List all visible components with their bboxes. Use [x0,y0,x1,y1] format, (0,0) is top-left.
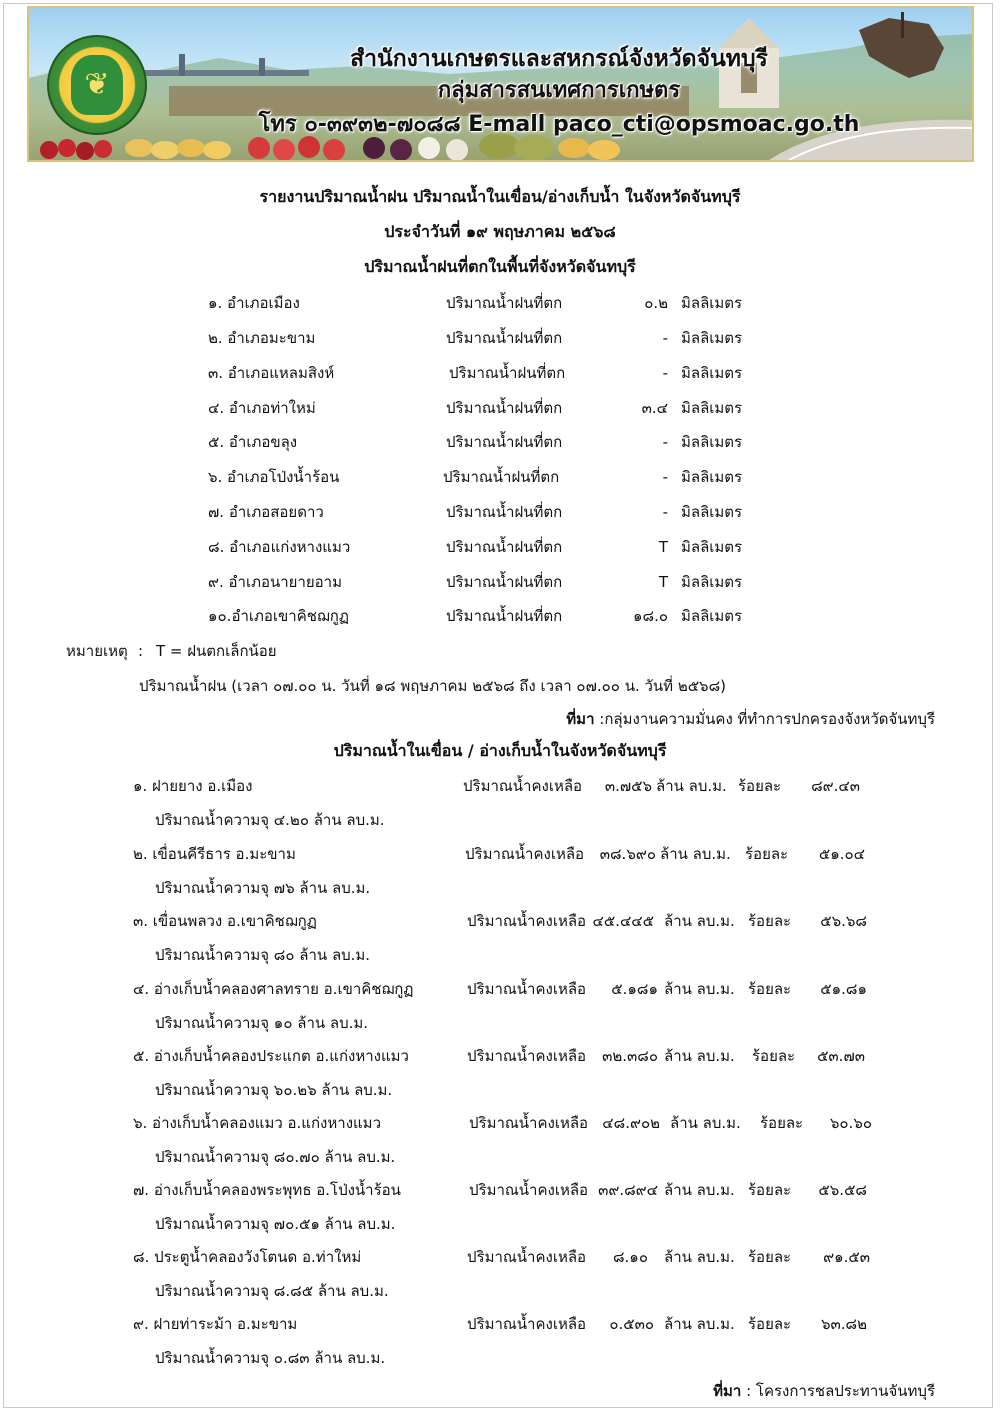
remain-value: ๘.๑๐ [612,1248,648,1266]
capacity-text: ปริมาณน้ำความจุ ๖๐.๒๖ ล้าน ลบ.ม. [155,1081,393,1099]
remain-unit: ล้าน ลบ.ม. [664,1047,735,1065]
reservoir-row [0,776,1000,832]
rain-label: ปริมาณน้ำฝนที่ตก [443,468,560,486]
rain-source-text: :กลุ่มงานความมั่นคง ที่ทำการปกครองจังหวัดจันทบุรี [599,710,935,728]
rain-value: - [662,468,668,486]
office-name: สำนักงานเกษตรและสหกรณ์จังหวัดจันทบุรี [350,46,768,72]
percent-label: ร้อยละ [738,777,782,795]
reservoir-name: ๕. อ่างเก็บน้ำคลองประแกต อ.แก่งหางแมว [133,1047,409,1065]
rain-unit: มิลลิเมตร [681,607,743,625]
remain-unit: ล้าน ลบ.ม. [670,1114,741,1132]
rainfall-row [0,398,1000,420]
rain-label: ปริมาณน้ำฝนที่ตก [446,538,563,556]
reservoir-name: ๓. เขื่อนพลวง อ.เขาคิชฌกูฏ [133,912,317,930]
reservoir-name: ๙. ฝายท่าระม้า อ.มะขาม [133,1315,298,1333]
rain-label: ปริมาณน้ำฝนที่ตก [449,364,566,382]
rain-label: ปริมาณน้ำฝนที่ตก [446,433,563,451]
capacity-text: ปริมาณน้ำความจุ ๔.๒๐ ล้าน ลบ.ม. [155,811,385,829]
remain-label: ปริมาณน้ำคงเหลือ [467,980,587,998]
remain-unit: ล้าน ลบ.ม. [664,980,735,998]
remain-label: ปริมาณน้ำคงเหลือ [467,1315,587,1333]
remain-value: ๔๘.๙๐๒ [602,1114,660,1132]
percent-label: ร้อยละ [748,1181,792,1199]
reservoir-row [0,1180,1000,1236]
reservoir-row [0,1113,1000,1169]
percent-value: ๘๙.๔๓ [811,777,860,795]
remain-label: ปริมาณน้ำคงเหลือ [469,1181,589,1199]
percent-value: ๕๑.๘๑ [820,980,867,998]
rain-source-label: ที่มา [566,710,595,728]
district-name: ๗. อำเภอสอยดาว [208,503,324,521]
percent-label: ร้อยละ [748,1315,792,1333]
note-separator: : [138,642,144,660]
percent-value: ๕๑.๐๔ [818,845,865,863]
rain-label: ปริมาณน้ำฝนที่ตก [446,294,563,312]
remain-value: ๕.๑๘๑ [611,980,658,998]
rain-unit: มิลลิเมตร [681,364,743,382]
rain-value: - [662,433,668,451]
reservoir-row [0,844,1000,900]
remain-value: ๐.๕๓๐ [609,1315,654,1333]
remain-label: ปริมาณน้ำคงเหลือ [467,1047,587,1065]
capacity-text: ปริมาณน้ำความจุ ๗๖ ล้าน ลบ.ม. [155,879,371,897]
remain-value: ๓๘.๖๙๐ [599,845,656,863]
district-name: ๘. อำเภอแก่งหางแมว [208,538,351,556]
contact-line: โทร ๐-๓๙๓๒-๗๐๘๘ E-mall paco_cti@opsmoac.go.th [258,112,860,137]
rain-period: ปริมาณน้ำฝน (เวลา ๐๗.๐๐ น. วันที่ ๑๘ พฤษภาคม ๒๕๖๘ ถึง เวลา ๐๗.๐๐ น. วันที่ ๒๕๖๘) [139,677,726,695]
reservoir-heading: ปริมาณน้ำในเขื่อน / อ่างเก็บน้ำในจังหวัดจันทบุรี [333,741,667,760]
percent-label: ร้อยละ [748,1248,792,1266]
rainfall-row [0,432,1000,454]
reservoir-source-text: : โครงการชลประทานจันทบุรี [746,1382,935,1400]
rainfall-row [0,293,1000,315]
report-title: รายงานปริมาณน้ำฝน ปริมาณน้ำในเขื่อน/อ่างเก็บน้ำ ในจังหวัดจันทบุรี [259,187,741,206]
reservoir-name: ๖. อ่างเก็บน้ำคลองแมว อ.แก่งหางแมว [133,1114,381,1132]
capacity-text: ปริมาณน้ำความจุ ๘.๘๕ ล้าน ลบ.ม. [155,1282,389,1300]
capacity-text: ปริมาณน้ำความจุ ๐.๘๓ ล้าน ลบ.ม. [155,1349,386,1367]
percent-value: ๕๖.๕๘ [818,1181,867,1199]
remain-unit: ล้าน ลบ.ม. [664,1315,735,1333]
remain-value: ๓๙.๘๙๔ [598,1181,658,1199]
percent-value: ๙๑.๕๓ [823,1248,870,1266]
capacity-text: ปริมาณน้ำความจุ ๑๐ ล้าน ลบ.ม. [155,1014,369,1032]
district-name: ๙. อำเภอนายายอาม [208,573,342,591]
rainfall-heading: ปริมาณน้ำฝนที่ตกในพื้นที่จังหวัดจันทบุรี [364,257,636,276]
reservoir-name: ๑. ฝายยาง อ.เมือง [133,777,253,795]
seal-deity-icon: ❦ [84,67,110,102]
remain-label: ปริมาณน้ำคงเหลือ [467,912,587,930]
rain-label: ปริมาณน้ำฝนที่ตก [446,399,563,417]
group-name: กลุ่มสารสนเทศการเกษตร [437,78,681,103]
reservoir-source [0,1381,935,1401]
rainfall-row [0,328,1000,350]
rain-value: ๓.๔ [641,399,668,417]
remain-unit: ล้าน ลบ.ม. [664,1181,735,1199]
rain-label: ปริมาณน้ำฝนที่ตก [446,329,563,347]
percent-label: ร้อยละ [748,912,792,930]
remain-value: ๔๕.๔๔๕ [592,912,654,930]
rain-label: ปริมาณน้ำฝนที่ตก [446,503,563,521]
remain-unit: ล้าน ลบ.ม. [660,845,731,863]
rain-unit: มิลลิเมตร [681,329,743,347]
rain-value: T [658,538,668,556]
rain-value: T [658,573,668,591]
percent-label: ร้อยละ [748,980,792,998]
reservoir-row [0,979,1000,1035]
reservoir-name: ๗. อ่างเก็บน้ำคลองพระพุทธ อ.โป่งน้ำร้อน [133,1181,401,1199]
seal-emblem [71,55,123,115]
rainfall-row [0,537,1000,559]
rain-label: ปริมาณน้ำฝนที่ตก [446,607,563,625]
district-name: ๔. อำเภอท่าใหม่ [208,399,316,417]
rainfall-row [0,363,1000,385]
capacity-text: ปริมาณน้ำความจุ ๗๐.๕๑ ล้าน ลบ.ม. [155,1215,396,1233]
percent-value: ๕๖.๖๘ [820,912,867,930]
remain-value: ๓.๗๕๖ [604,777,652,795]
percent-value: ๕๓.๗๓ [817,1047,865,1065]
rain-value: ๑๘.๐ [632,607,668,625]
rain-unit: มิลลิเมตร [681,294,743,312]
remain-label: ปริมาณน้ำคงเหลือ [465,845,585,863]
rain-unit: มิลลิเมตร [681,433,743,451]
rain-unit: มิลลิเมตร [681,468,743,486]
district-name: ๑๐.อำเภอเขาคิชฌกูฏ [208,607,349,625]
rain-value: - [662,329,668,347]
district-name: ๕. อำเภอขลุง [208,433,298,451]
rain-value: - [662,364,668,382]
reservoir-source-label: ที่มา [713,1382,742,1400]
district-name: ๓. อำเภอแหลมสิงห์ [208,364,335,382]
report-date: ประจำวันที่ ๑๙ พฤษภาคม ๒๕๖๘ [384,222,616,241]
remain-unit: ล้าน ลบ.ม. [656,777,727,795]
percent-value: ๖๐.๖๐ [829,1114,872,1132]
reservoir-row [0,1314,1000,1370]
percent-value: ๖๓.๘๒ [820,1315,867,1333]
percent-label: ร้อยละ [760,1114,804,1132]
reservoir-row [0,1247,1000,1303]
rain-unit: มิลลิเมตร [681,573,743,591]
remain-label: ปริมาณน้ำคงเหลือ [467,1248,587,1266]
rain-unit: มิลลิเมตร [681,538,743,556]
percent-label: ร้อยละ [752,1047,796,1065]
rainfall-row [0,572,1000,594]
remain-unit: ล้าน ลบ.ม. [664,912,735,930]
rain-source [0,709,935,729]
remain-unit: ล้าน ลบ.ม. [664,1248,735,1266]
header-banner [27,6,974,162]
remain-value: ๓๒.๓๘๐ [602,1047,658,1065]
rainfall-row [0,606,1000,628]
capacity-text: ปริมาณน้ำความจุ ๘๐ ล้าน ลบ.ม. [155,946,371,964]
rain-label: ปริมาณน้ำฝนที่ตก [446,573,563,591]
rain-unit: มิลลิเมตร [681,503,743,521]
note-label: หมายเหตุ [66,642,128,660]
reservoir-name: ๔. อ่างเก็บน้ำคลองศาลทราย อ.เขาคิชฌกูฏ [133,980,414,998]
reservoir-name: ๒. เขื่อนคีรีธาร อ.มะขาม [133,845,296,863]
rainfall-row [0,467,1000,489]
rain-value: - [662,503,668,521]
reservoir-row [0,1046,1000,1102]
district-name: ๒. อำเภอมะขาม [208,329,316,347]
reservoir-name: ๘. ประตูน้ำคลองวังโตนด อ.ท่าใหม่ [133,1248,362,1266]
capacity-text: ปริมาณน้ำความจุ ๘๐.๗๐ ล้าน ลบ.ม. [155,1148,396,1166]
ministry-seal [47,35,147,135]
district-name: ๖. อำเภอโป่งน้ำร้อน [208,468,340,486]
reservoir-row [0,911,1000,967]
note-text: T = ฝนตกเล็กน้อย [156,642,277,660]
percent-label: ร้อยละ [745,845,789,863]
rain-value: ๐.๒ [644,294,668,312]
rain-unit: มิลลิเมตร [681,399,743,417]
district-name: ๑. อำเภอเมือง [208,294,300,312]
rainfall-row [0,502,1000,524]
remain-label: ปริมาณน้ำคงเหลือ [463,777,583,795]
remain-label: ปริมาณน้ำคงเหลือ [469,1114,589,1132]
